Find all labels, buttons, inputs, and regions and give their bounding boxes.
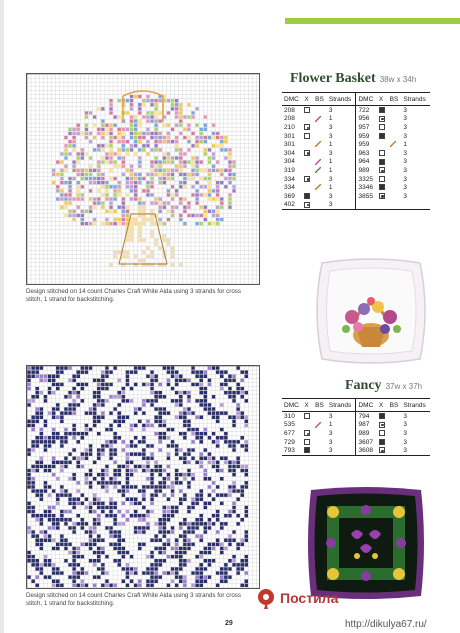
strands-count: 3 [328,123,333,131]
dmc-code: 793 [282,446,302,455]
backstitch-symbol-cell [313,132,327,141]
table-row [282,166,430,175]
backstitch-symbol-cell [313,421,327,430]
strands-count: 3 [328,132,333,140]
table-row [282,115,430,124]
backstitch-symbol-cell [313,429,327,438]
strands-count: 3 [401,446,430,455]
strands-count: 3 [328,175,333,183]
table-row [282,438,430,447]
strands-count: 3 [403,123,407,131]
strands-count: 3 [328,429,333,437]
stitch-symbol-icon [379,150,385,156]
cross-stitch-symbol-cell [302,421,313,430]
cross-stitch-symbol-cell [377,175,388,184]
fancy-header-dmc: DMC [282,399,302,412]
table-row [282,412,430,421]
dmc-code: 677 [284,429,295,437]
strands-count: 1 [328,158,333,166]
cross-stitch-symbol-cell [377,149,388,158]
backstitch-symbol-cell [388,140,402,149]
strands-count: 3 [403,438,407,446]
flower-basket-caption: Design stitched on 14 count Charles Craft White Aida using 3 strands for cross stitch, 1 strand for backstitching. [26,288,241,303]
strands-count: 3 [403,412,407,420]
fancy-chart [26,365,260,589]
fancy-size: 37w x 37h [385,382,423,391]
backstitch-symbol-cell [388,429,402,438]
stitch-symbol-icon [379,107,385,113]
dmc-code: 964 [356,158,377,167]
backstitch-symbol-cell [388,438,402,447]
stitch-symbol-icon [379,447,385,453]
dmc-code [356,201,377,210]
cross-stitch-symbol-cell [302,166,313,175]
fancy-header-strands: Strands [327,399,356,412]
strands-count: 3 [403,158,407,166]
cross-stitch-symbol-cell [377,421,388,430]
flower-basket-header-bs: BS [313,93,327,106]
table-row [282,140,430,149]
strands-count: 3 [403,106,407,114]
fancy-key-table [282,398,430,456]
stitch-symbol-icon [379,193,385,199]
stitch-symbol-icon [379,159,385,165]
backstitch-symbol-cell [313,166,327,175]
flower-basket-size: 38w x 34h [379,75,417,84]
cross-stitch-symbol-cell [302,132,313,141]
dmc-code: 963 [356,149,377,158]
stitch-symbol-icon [304,124,310,130]
backstitch-symbol-cell [388,446,402,455]
backstitch-symbol-cell [388,149,402,158]
flower-basket-header-bs: BS [388,93,402,106]
backstitch-symbol-cell [388,192,402,201]
strands-count: 3 [327,446,356,455]
cross-stitch-symbol-cell [377,132,388,141]
backstitch-line-icon [315,184,321,190]
table-row [282,446,430,455]
strands-count: 3 [403,166,407,174]
stitch-symbol-icon [304,150,310,156]
strands-count: 3 [403,115,407,123]
backstitch-symbol-cell [388,201,402,210]
backstitch-symbol-cell [313,158,327,167]
table-row [282,158,430,167]
backstitch-symbol-cell [388,106,402,115]
strands-count: 3 [403,175,407,183]
stitch-symbol-icon [304,202,310,208]
backstitch-symbol-cell [388,183,402,192]
dmc-code: 319 [284,166,295,174]
stitch-symbol-icon [304,176,310,182]
dmc-code: 304 [284,158,295,166]
fancy-title [345,378,422,394]
fancy-photo [305,484,427,602]
stitch-symbol-icon [304,413,310,419]
backstitch-line-icon [390,141,396,147]
table-row [282,421,430,430]
backstitch-symbol-cell [313,140,327,149]
cross-stitch-symbol-cell [302,192,313,201]
flower-basket-header-x: X [377,93,388,106]
flower-basket-grid [27,74,259,284]
cross-stitch-symbol-cell [377,429,388,438]
flower-basket-name: Flower Basket [290,71,376,86]
fancy-header-strands: Strands [401,399,430,412]
stitch-symbol-icon [379,133,385,139]
strands-count: 3 [403,149,407,157]
flower-basket-header-dmc: DMC [356,93,377,106]
stitch-symbol-icon [304,133,310,139]
stitch-symbol-icon [304,107,310,113]
flower-basket-header-dmc: DMC [282,93,302,106]
stitch-symbol-icon [379,184,385,190]
strands-count [401,201,430,210]
cross-stitch-symbol-cell [302,140,313,149]
flower-basket-title [290,71,416,87]
strands-count: 3 [328,412,333,420]
backstitch-symbol-cell [388,132,402,141]
dmc-code: 3855 [356,192,377,201]
dmc-code: 956 [356,115,377,124]
strands-count: 3 [403,429,407,437]
strands-count: 3 [328,192,333,200]
table-row [282,106,430,115]
strands-count: 3 [327,201,356,210]
flower-basket-header-strands: Strands [401,93,430,106]
flower-basket-header-x: X [302,93,313,106]
table-row [282,192,430,201]
dmc-code: 989 [356,429,377,438]
dmc-code: 3607 [356,438,377,447]
strands-count: 3 [328,438,333,446]
flower-basket-key-table [282,92,430,210]
dmc-code: 3346 [356,183,377,192]
backstitch-symbol-cell [388,166,402,175]
cross-stitch-symbol-cell [377,201,388,210]
fancy-header-bs: BS [388,399,402,412]
page-number: 29 [225,620,233,627]
cross-stitch-symbol-cell [377,123,388,132]
cross-stitch-symbol-cell [302,158,313,167]
stitch-symbol-icon [379,116,385,122]
dmc-code: 535 [284,421,295,429]
dmc-code: 957 [356,123,377,132]
backstitch-line-icon [315,167,321,173]
backstitch-line-icon [315,159,321,165]
cross-stitch-symbol-cell [377,166,388,175]
table-row [282,132,430,141]
fancy-header-x: X [377,399,388,412]
stitch-symbol-icon [379,422,385,428]
cross-stitch-symbol-cell [302,412,313,421]
dmc-code: 729 [284,438,295,446]
fancy-caption: Design stitched on 14 count Charles Craft White Aida using 3 strands for cross stitch, 1 strand for backstitching. [26,592,241,607]
cross-stitch-symbol-cell [302,183,313,192]
strands-count: 1 [328,115,333,123]
stitch-symbol-icon [304,447,310,453]
flower-basket-chart [26,73,260,285]
cross-stitch-symbol-cell [302,446,313,455]
cross-stitch-symbol-cell [302,429,313,438]
backstitch-symbol-cell [388,412,402,421]
cross-stitch-symbol-cell [377,438,388,447]
backstitch-line-icon [315,422,321,428]
dmc-code: 334 [284,184,295,192]
stitch-symbol-icon [379,439,385,445]
dmc-code: 722 [356,106,377,115]
cross-stitch-symbol-cell [302,438,313,447]
strands-count: 3 [328,149,333,157]
backstitch-symbol-cell [388,115,402,124]
table-row [282,183,430,192]
cross-stitch-symbol-cell [302,115,313,124]
backstitch-symbol-cell [313,183,327,192]
backstitch-line-icon [315,116,321,122]
dmc-code: 3608 [356,446,377,455]
strands-count: 1 [328,166,333,174]
cross-stitch-symbol-cell [302,175,313,184]
accent-bar [285,18,460,24]
flower-basket-photo [312,255,430,367]
strands-count: 1 [328,184,333,192]
backstitch-symbol-cell [388,175,402,184]
cross-stitch-symbol-cell [377,446,388,455]
table-row [282,149,430,158]
backstitch-symbol-cell [388,421,402,430]
fancy-name: Fancy [345,378,382,393]
fancy-header-x: X [302,399,313,412]
cross-stitch-symbol-cell [377,183,388,192]
watermark-url[interactable]: http://dikulya67.ru/ [345,619,427,630]
cross-stitch-symbol-cell [302,201,313,210]
cross-stitch-symbol-cell [377,412,388,421]
dmc-code: 989 [356,166,377,175]
dmc-code: 402 [282,201,302,210]
backstitch-symbol-cell [313,106,327,115]
stitch-symbol-icon [379,176,385,182]
strands-count: 1 [403,141,407,149]
backstitch-symbol-cell [313,438,327,447]
backstitch-symbol-cell [313,175,327,184]
cross-stitch-symbol-cell [377,106,388,115]
backstitch-line-icon [315,141,321,147]
backstitch-symbol-cell [388,158,402,167]
backstitch-symbol-cell [313,201,327,210]
stitch-symbol-icon [304,439,310,445]
backstitch-symbol-cell [313,149,327,158]
cross-stitch-symbol-cell [377,158,388,167]
dmc-code: 369 [284,192,295,200]
cross-stitch-symbol-cell [302,106,313,115]
dmc-code: 334 [284,175,295,183]
cross-stitch-symbol-cell [302,123,313,132]
table-row [282,201,430,210]
cross-stitch-symbol-cell [302,149,313,158]
backstitch-symbol-cell [313,412,327,421]
stitch-symbol-icon [304,430,310,436]
backstitch-symbol-cell [313,446,327,455]
dmc-code: 208 [284,106,295,114]
backstitch-symbol-cell [313,123,327,132]
dmc-code: 959 [356,132,377,141]
strands-count: 3 [403,192,407,200]
dmc-code: 3325 [356,175,377,184]
cross-stitch-symbol-cell [377,192,388,201]
strands-count: 3 [403,132,407,140]
dmc-code: 987 [356,421,377,430]
stitch-symbol-icon [379,124,385,130]
strands-count: 3 [403,184,407,192]
dmc-code: 210 [284,123,295,131]
backstitch-symbol-cell [313,192,327,201]
fancy-grid [27,366,259,588]
dmc-code: 959 [356,140,377,149]
cross-stitch-symbol-cell [377,140,388,149]
table-row [282,123,430,132]
stitch-symbol-icon [379,430,385,436]
table-row [282,175,430,184]
page-spine [0,0,4,633]
pin-icon [255,588,277,610]
strands-count: 3 [328,106,333,114]
table-row [282,429,430,438]
dmc-code: 794 [356,412,377,421]
stitch-symbol-icon [379,413,385,419]
strands-count: 1 [328,421,333,429]
dmc-code: 301 [284,132,295,140]
fancy-header-bs: BS [313,399,327,412]
stitch-symbol-icon [304,193,310,199]
fancy-header-dmc: DMC [356,399,377,412]
backstitch-symbol-cell [313,115,327,124]
backstitch-symbol-cell [388,123,402,132]
strands-count: 3 [403,421,407,429]
dmc-code: 310 [284,412,295,420]
cross-stitch-symbol-cell [377,115,388,124]
dmc-code: 301 [284,141,295,149]
dmc-code: 208 [284,115,295,123]
flower-basket-header-strands: Strands [327,93,356,106]
dmc-code: 304 [284,149,295,157]
stitch-symbol-icon [379,167,385,173]
watermark-text: Постила [280,590,339,606]
strands-count: 1 [328,141,333,149]
